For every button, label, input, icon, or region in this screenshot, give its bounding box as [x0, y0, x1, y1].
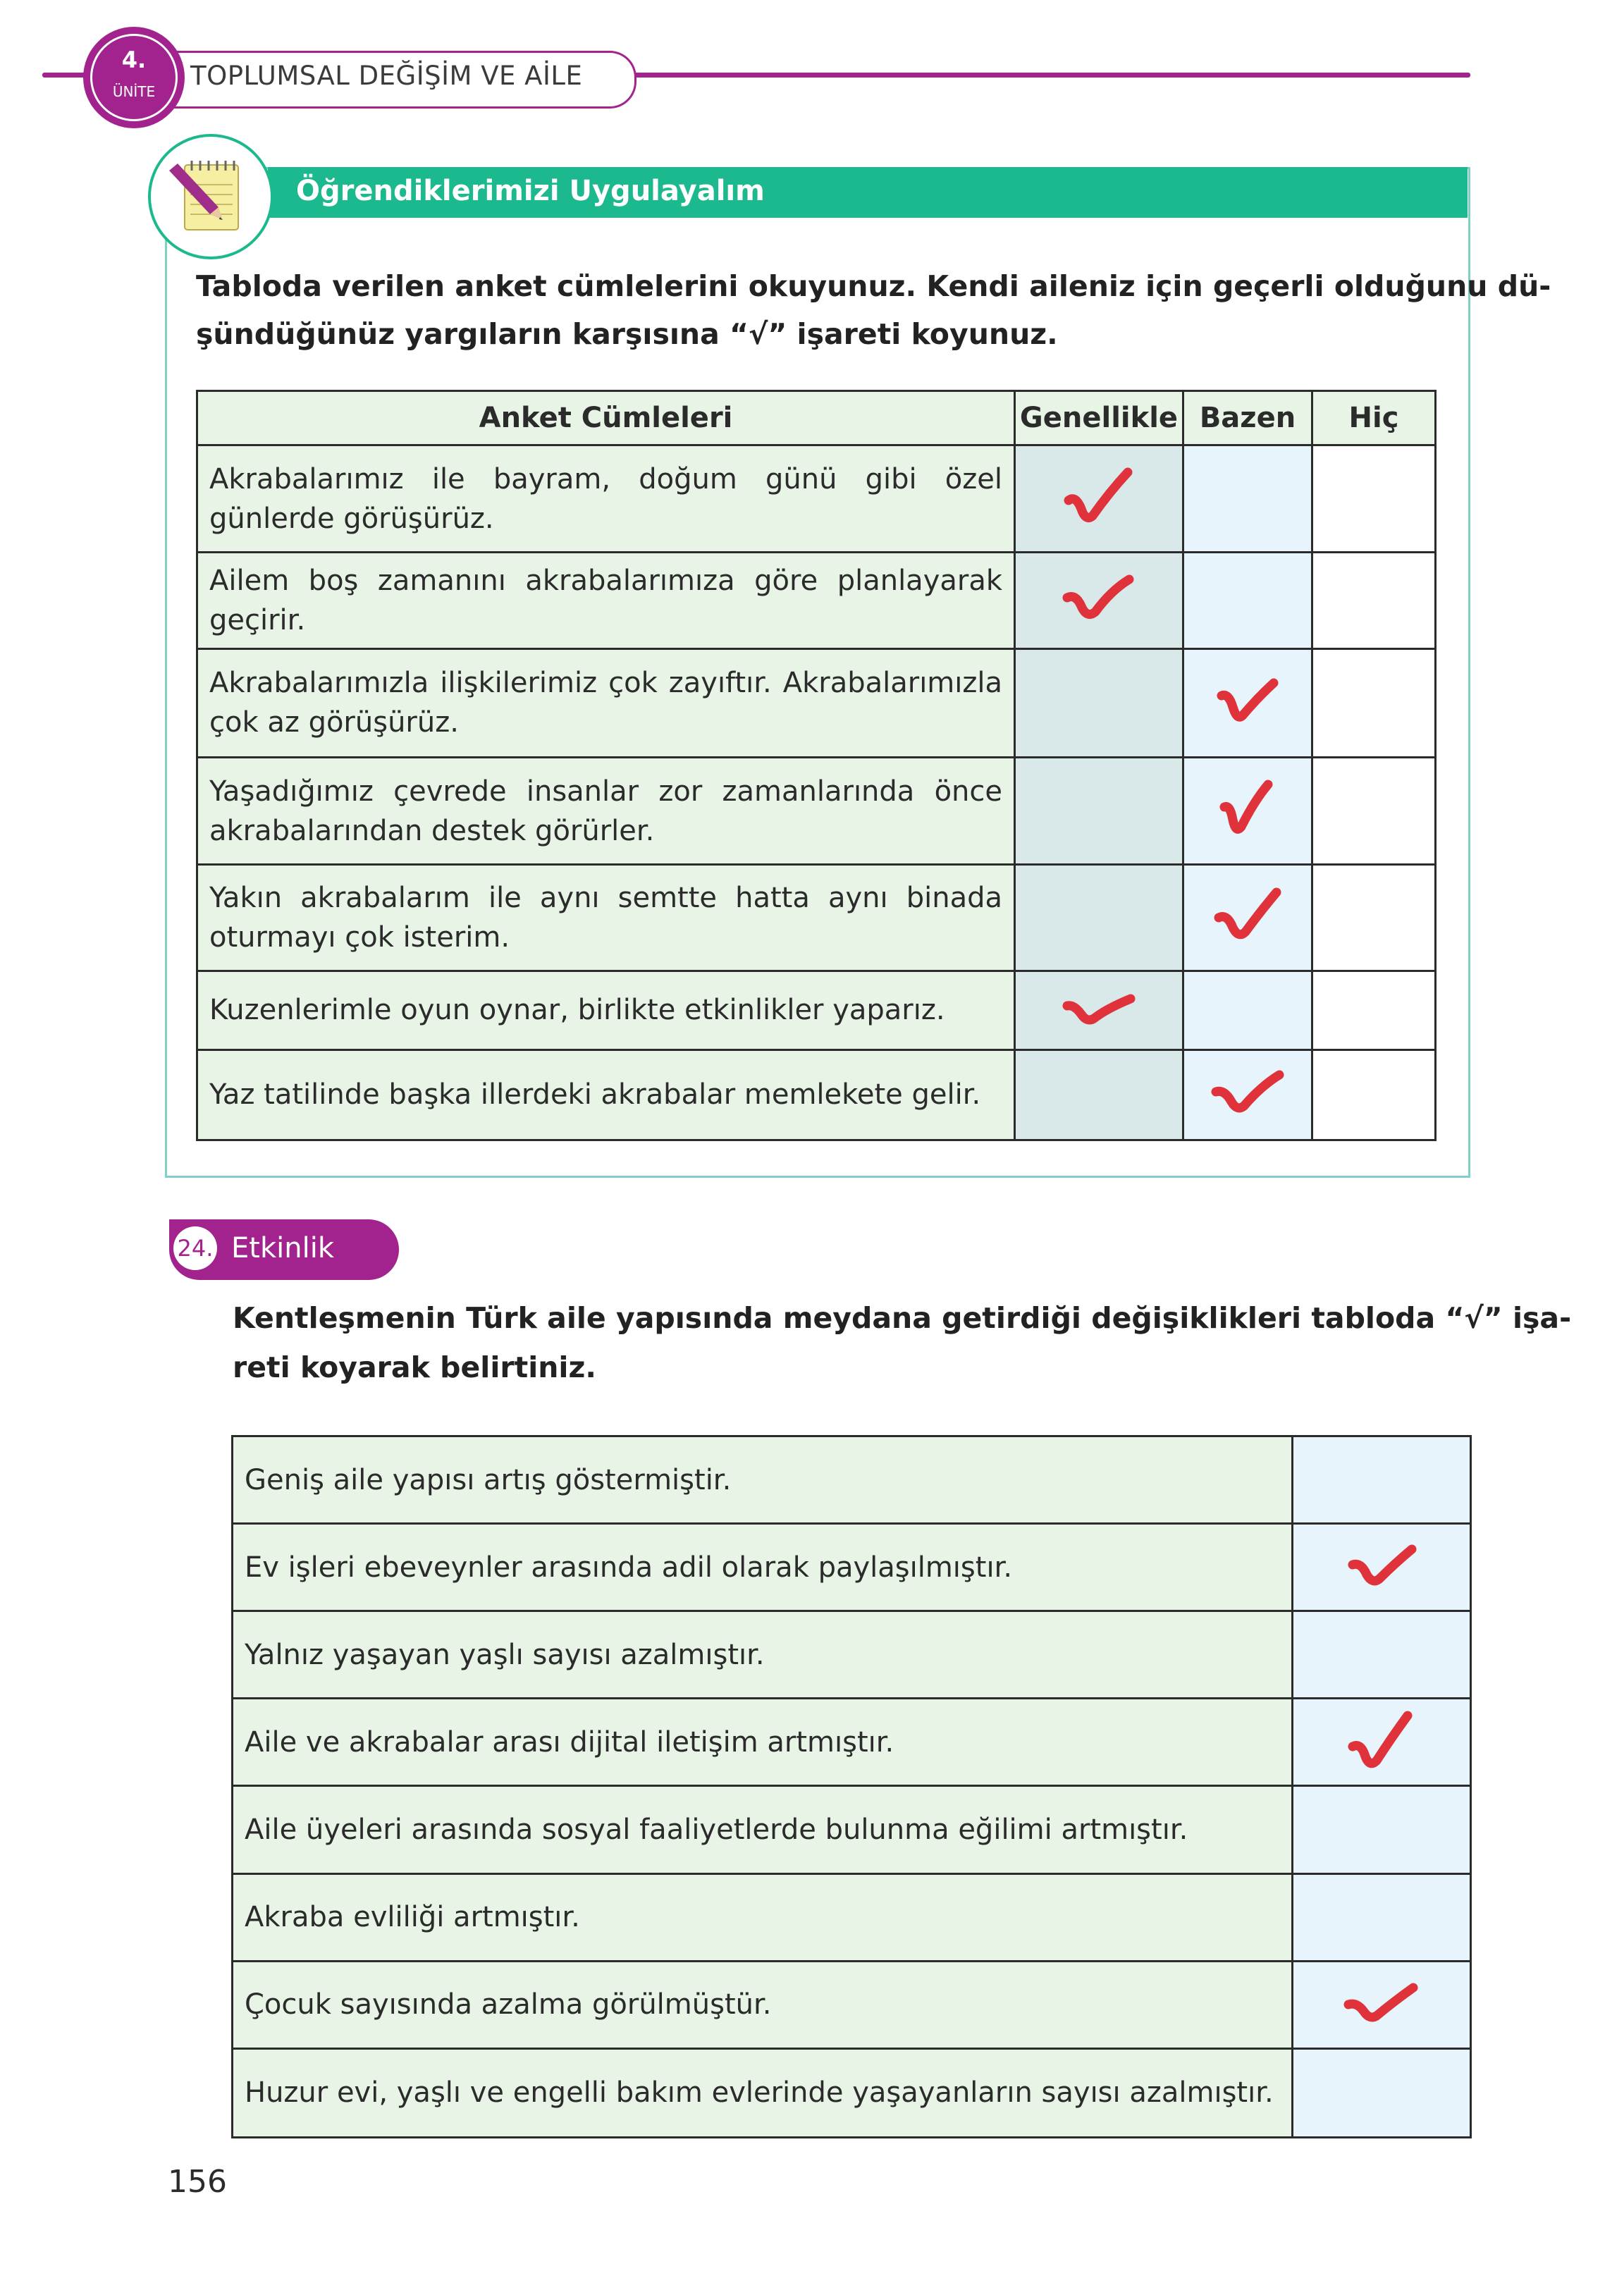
survey-cell-sometimes[interactable]: [1183, 648, 1312, 757]
survey-cell-never[interactable]: [1312, 971, 1436, 1049]
survey-statement: Yaz tatilinde başka illerdeki akrabalar memlekete gelir.: [197, 1049, 1015, 1140]
survey-statement: Akrabalarımız ile bayram, doğum günü gibi özel günlerde görüşürüz.: [197, 445, 1015, 553]
table-row: [197, 553, 1436, 648]
change-check-cell[interactable]: [1293, 2048, 1471, 2137]
survey-cell-usually[interactable]: [1015, 445, 1183, 553]
page-number: 156: [168, 2164, 227, 2200]
practice-instruction-line-1: Tabloda verilen anket cümlelerini okuyunuz. Kendi aileniz için geçerli olduğunu dü-: [196, 269, 1551, 303]
check-mark-icon: [1209, 882, 1286, 953]
change-check-cell[interactable]: [1293, 1611, 1471, 1699]
unit-title: TOPLUMSAL DEĞİŞİM VE AİLE: [190, 61, 583, 91]
change-statement: Geniş aile yapısı artış göstermiştir.: [233, 1436, 1293, 1524]
table-row: [197, 865, 1436, 971]
check-mark-icon: [1343, 1969, 1420, 2040]
table-row: [197, 757, 1436, 864]
unit-number: 4.: [121, 47, 147, 73]
survey-col-statements: Anket Cümleleri: [197, 391, 1015, 445]
table-row: [197, 445, 1436, 553]
table-row: [233, 1873, 1471, 1961]
change-check-cell[interactable]: [1293, 1436, 1471, 1524]
table-row: [233, 1436, 1471, 1524]
unit-badge: [83, 27, 185, 128]
activity-instruction-line-2: reti koyarak belirtiniz.: [233, 1350, 596, 1384]
change-statement: Ev işleri ebeveynler arasında adil olarak paylaşılmıştır.: [233, 1524, 1293, 1611]
survey-statement: Kuzenlerimle oyun oynar, birlikte etkinlikler yaparız.: [197, 971, 1015, 1049]
survey-cell-usually[interactable]: [1015, 757, 1183, 864]
check-mark-icon: [1343, 1707, 1420, 1778]
change-statement: Huzur evi, yaşlı ve engelli bakım evlerinde yaşayanların sayısı azalmıştır.: [233, 2048, 1293, 2137]
change-statement: Aile ve akrabalar arası dijital iletişim artmıştır.: [233, 1699, 1293, 1786]
check-mark-icon: [1060, 464, 1138, 534]
table-row: [233, 1786, 1471, 1873]
practice-instruction-line-2: şündüğünüz yargıların karşısına “√” işareti koyunuz.: [196, 317, 1058, 351]
table-row: [197, 971, 1436, 1049]
activity-instruction-line-1: Kentleşmenin Türk aile yapısında meydana getirdiği değişiklikleri tabloda “√” işa-: [233, 1301, 1572, 1335]
survey-cell-never[interactable]: [1312, 648, 1436, 757]
change-check-cell[interactable]: [1293, 1699, 1471, 1786]
change-check-cell[interactable]: [1293, 1524, 1471, 1611]
table-row: [233, 2048, 1471, 2137]
table-row: [197, 1049, 1436, 1140]
activity-number: 24.: [173, 1226, 217, 1270]
change-statement: Aile üyeleri arasında sosyal faaliyetlerde bulunma eğilimi artmıştır.: [233, 1786, 1293, 1873]
survey-cell-never[interactable]: [1312, 445, 1436, 553]
survey-cell-sometimes[interactable]: [1183, 553, 1312, 648]
change-statement: Yalnız yaşayan yaşlı sayısı azalmıştır.: [233, 1611, 1293, 1699]
survey-statement: Yaşadığımız çevrede insanlar zor zamanlarında önce akrabalarından destek görürler.: [197, 757, 1015, 864]
survey-cell-never[interactable]: [1312, 757, 1436, 864]
survey-statement: Akrabalarımızla ilişkilerimiz çok zayıftır. Akrabalarımızla çok az görüşürüz.: [197, 648, 1015, 757]
survey-cell-sometimes[interactable]: [1183, 757, 1312, 864]
table-row: [233, 1524, 1471, 1611]
survey-cell-sometimes[interactable]: [1183, 865, 1312, 971]
survey-cell-usually[interactable]: [1015, 971, 1183, 1049]
survey-cell-never[interactable]: [1312, 1049, 1436, 1140]
check-mark-icon: [1343, 1532, 1420, 1603]
change-statement: Akraba evliliği artmıştır.: [233, 1873, 1293, 1961]
change-check-cell[interactable]: [1293, 1961, 1471, 2048]
change-check-cell[interactable]: [1293, 1786, 1471, 1873]
check-mark-icon: [1209, 776, 1286, 847]
table-row: [197, 648, 1436, 757]
check-mark-icon: [1060, 565, 1138, 636]
survey-col-sometimes: Bazen: [1183, 391, 1312, 445]
notepad-pencil-icon: [148, 134, 273, 259]
survey-cell-usually[interactable]: [1015, 648, 1183, 757]
change-statement: Çocuk sayısında azalma görülmüştür.: [233, 1961, 1293, 2048]
survey-col-usually: Genellikle: [1015, 391, 1183, 445]
survey-statement: Yakın akrabalarım ile aynı semtte hatta aynı binada oturmayı çok isterim.: [197, 865, 1015, 971]
unit-word: ÜNİTE: [112, 83, 156, 100]
survey-table: [196, 390, 1437, 1141]
urbanization-table: [231, 1435, 1472, 2138]
check-mark-icon: [1209, 1059, 1286, 1130]
check-mark-icon: [1209, 667, 1286, 738]
survey-cell-never[interactable]: [1312, 865, 1436, 971]
check-mark-icon: [1060, 975, 1138, 1045]
survey-cell-usually[interactable]: [1015, 865, 1183, 971]
activity-label: Etkinlik: [231, 1232, 334, 1264]
change-check-cell[interactable]: [1293, 1873, 1471, 1961]
survey-statement: Ailem boş zamanını akrabalarımıza göre planlayarak geçirir.: [197, 553, 1015, 648]
survey-cell-sometimes[interactable]: [1183, 1049, 1312, 1140]
survey-cell-sometimes[interactable]: [1183, 445, 1312, 553]
table-row: [233, 1699, 1471, 1786]
survey-cell-never[interactable]: [1312, 553, 1436, 648]
survey-cell-usually[interactable]: [1015, 553, 1183, 648]
survey-cell-usually[interactable]: [1015, 1049, 1183, 1140]
survey-cell-sometimes[interactable]: [1183, 971, 1312, 1049]
table-row: [233, 1611, 1471, 1699]
table-row: [233, 1961, 1471, 2048]
survey-col-never: Hiç: [1312, 391, 1436, 445]
survey-header-row: [197, 391, 1436, 445]
practice-title: Öğrendiklerimizi Uygulayalım: [296, 175, 765, 207]
